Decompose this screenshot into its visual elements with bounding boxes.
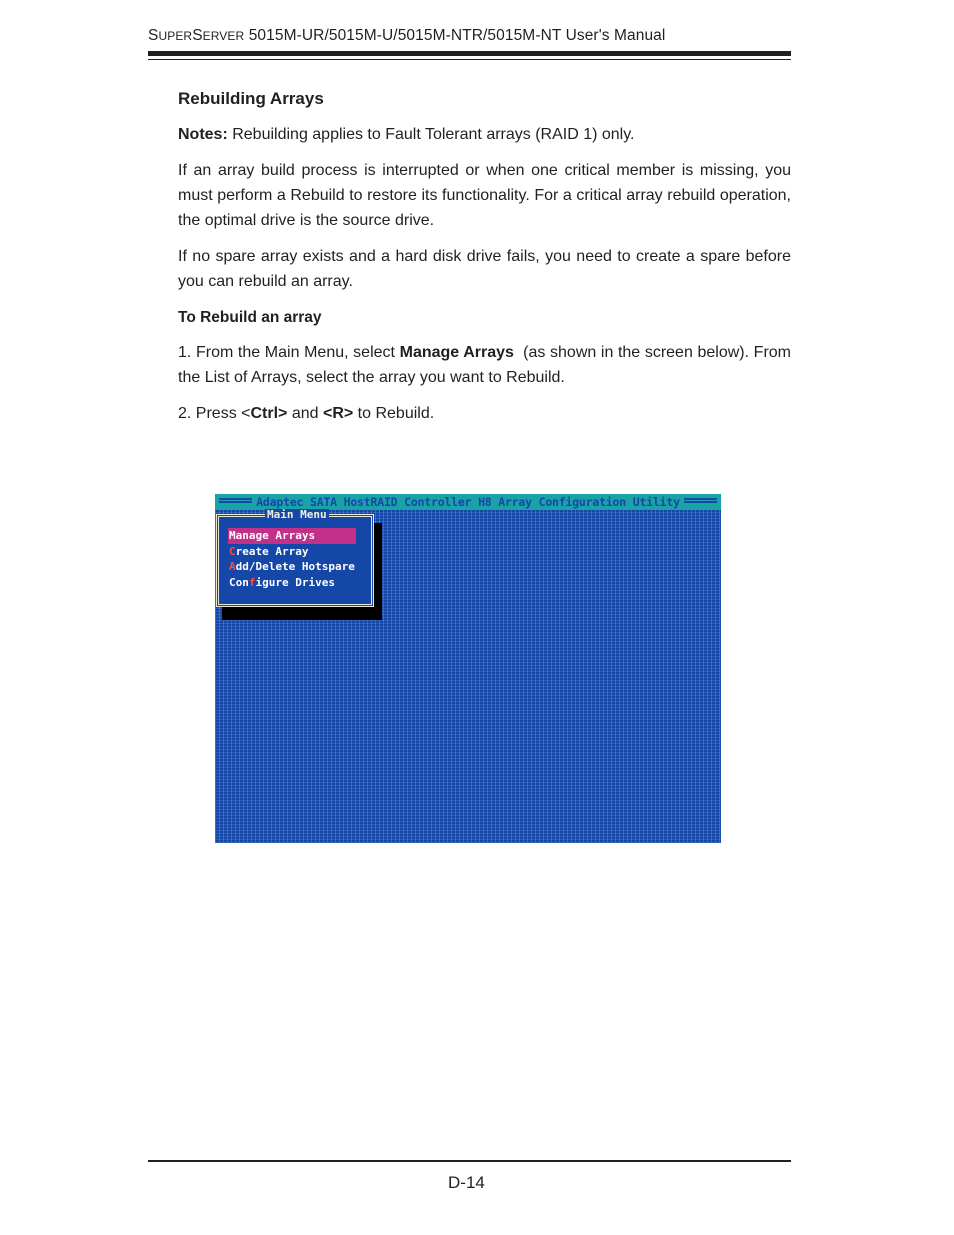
- header-s1: S: [148, 27, 159, 44]
- hotkey-a: A: [229, 560, 236, 574]
- header-uper: UPER: [158, 29, 193, 43]
- step-1: [178, 340, 796, 390]
- notes-text: Rebuilding applies to Fault Tolerant arrays (RAID 1) only.: [227, 126, 635, 143]
- step-2: [178, 401, 791, 426]
- header-model-text: 5015M-UR/5015M-U/5015M-NTR/5015M-NT User's Manual: [244, 27, 666, 44]
- notes-paragraph: [178, 122, 791, 147]
- menu-item-label: anage Arrays: [235, 529, 316, 542]
- header-rule-thick: [148, 51, 791, 56]
- menu-item-label: igure Drives: [255, 576, 335, 590]
- main-menu-title: Main Menu: [267, 508, 327, 521]
- titlebar-line-right: [684, 501, 717, 503]
- bios-title: Adaptec SATA HostRAID Controller H8 Array Configuration Utility: [256, 495, 680, 509]
- hotkey-f: f: [248, 576, 256, 590]
- running-header: [148, 27, 790, 45]
- menu-item-add-delete-hotspare[interactable]: [228, 559, 356, 575]
- header-s2: S: [192, 27, 203, 44]
- step1-pre: 1. From the Main Menu, select: [178, 344, 400, 361]
- step2-pre: 2. Press <: [178, 405, 251, 422]
- menu-item-label: reate Array: [235, 544, 309, 558]
- menu-item-create-array[interactable]: [228, 544, 356, 560]
- titlebar-line-left: [219, 501, 252, 503]
- paragraph-spare: If no spare array exists and a hard disk drive fails, you need to create a spare before you can rebuild an array.: [178, 248, 791, 290]
- step1-post: (as shown in the screen below). From the List of Arrays, select the array you want to Rebuild.: [178, 344, 796, 386]
- page-number: D-14: [448, 1173, 485, 1192]
- main-menu-box: [216, 508, 374, 607]
- menu-item-pre: Con: [229, 576, 249, 590]
- step2-ctrl: Ctrl>: [250, 405, 288, 422]
- header-erver: ERVER: [202, 29, 245, 43]
- menu-item-label: dd/Delete Hotspare: [235, 560, 355, 574]
- step1-bold: Manage Arrays: [399, 344, 514, 361]
- section-title: Rebuilding Arrays: [178, 89, 324, 108]
- notes-label: Notes:: [178, 126, 228, 143]
- hotkey-m: M: [229, 529, 236, 542]
- step2-r: <R>: [322, 405, 354, 422]
- page-content: [178, 86, 796, 437]
- menu-item-configure-drives[interactable]: [228, 575, 356, 591]
- bios-screenshot: [215, 494, 721, 843]
- main-menu-list: [228, 528, 356, 591]
- hotkey-c: C: [229, 544, 236, 558]
- header-rule-thin: [148, 59, 791, 60]
- paragraph-interrupted: If an array build process is interrupted or when one critical member is missing, you must perform a Rebuild to restore its functionality. For a critical array rebuild operation, the optimal drive is the source drive.: [178, 162, 791, 229]
- step2-and: and: [287, 405, 323, 422]
- step2-post: to Rebuild.: [353, 405, 435, 422]
- footer-rule: [148, 1160, 791, 1162]
- menu-item-manage-arrays[interactable]: [228, 528, 356, 544]
- subsection-title: To Rebuild an array: [178, 309, 322, 326]
